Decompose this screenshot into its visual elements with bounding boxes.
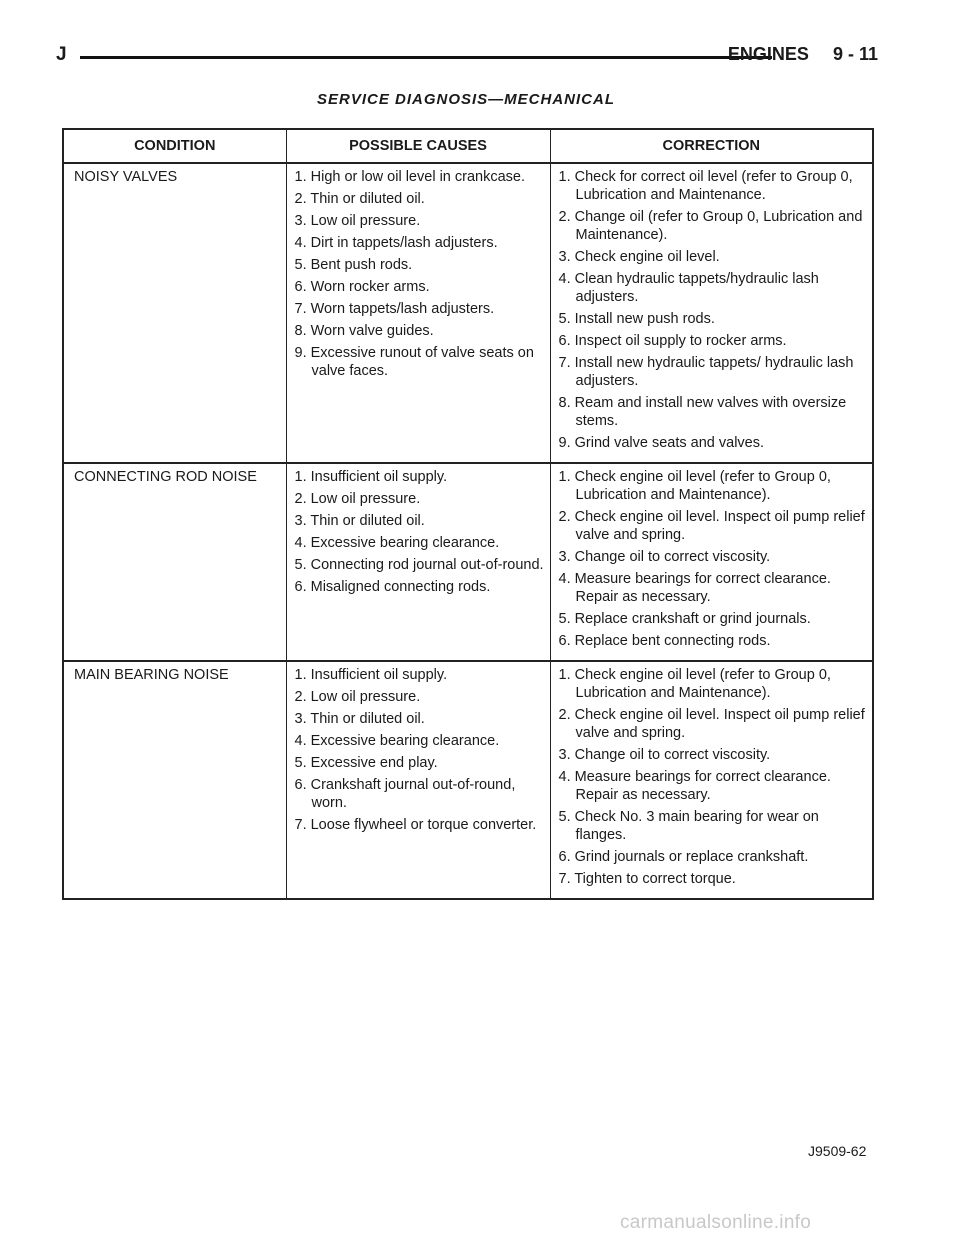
column-header-possible-causes: POSSIBLE CAUSES bbox=[286, 129, 550, 163]
correction-item: 3. Check engine oil level. bbox=[558, 249, 720, 265]
cause-item: 4. Excessive bearing clearance. bbox=[294, 535, 500, 551]
correction-item: 4. Measure bearings for correct clearance. Repair as necessary. bbox=[558, 571, 831, 605]
correction-item: 7. Tighten to correct torque. bbox=[558, 871, 736, 887]
cause-item: 8. Worn valve guides. bbox=[294, 323, 434, 339]
cause-item: 7. Worn tappets/lash adjusters. bbox=[294, 301, 495, 317]
condition-cell: CONNECTING ROD NOISE bbox=[63, 463, 286, 661]
correction-item: 6. Grind journals or replace crankshaft. bbox=[558, 849, 809, 865]
document-title: SERVICE DIAGNOSIS—MECHANICAL bbox=[316, 91, 616, 108]
cause-item: 6. Worn rocker arms. bbox=[294, 279, 430, 295]
correction-item: 6. Inspect oil supply to rocker arms. bbox=[558, 333, 787, 349]
watermark: carmanualsonline.info bbox=[620, 1212, 812, 1233]
possible-causes-cell bbox=[286, 661, 550, 899]
cause-item: 5. Bent push rods. bbox=[294, 257, 413, 273]
cause-item: 5. Excessive end play. bbox=[294, 755, 438, 771]
causes-list bbox=[287, 164, 550, 390]
correction-item: 1. Check engine oil level (refer to Group 0, Lubrication and Maintenance). bbox=[558, 469, 831, 503]
cause-item: 1. Insufficient oil supply. bbox=[294, 469, 448, 485]
page-number: 9 - 11 bbox=[832, 44, 878, 64]
cause-item: 3. Thin or diluted oil. bbox=[294, 513, 425, 529]
correction-item: 7. Install new hydraulic tappets/ hydraulic lash adjusters. bbox=[558, 355, 854, 389]
cause-item: 3. Low oil pressure. bbox=[294, 213, 421, 229]
cause-item: 6. Crankshaft journal out-of-round, worn. bbox=[294, 777, 516, 811]
corrections-list bbox=[551, 662, 873, 898]
diagnosis-table bbox=[62, 128, 874, 900]
correction-cell bbox=[550, 661, 873, 899]
table-row bbox=[63, 163, 873, 463]
possible-causes-cell bbox=[286, 463, 550, 661]
causes-list bbox=[287, 662, 550, 844]
cause-item: 9. Excessive runout of valve seats on valve faces. bbox=[294, 345, 534, 379]
possible-causes-cell bbox=[286, 163, 550, 463]
correction-item: 4. Clean hydraulic tappets/hydraulic lash adjusters. bbox=[558, 271, 819, 305]
column-header-condition: CONDITION bbox=[63, 129, 286, 163]
correction-item: 9. Grind valve seats and valves. bbox=[558, 435, 765, 451]
correction-item: 3. Change oil to correct viscosity. bbox=[558, 747, 771, 763]
table-header-row bbox=[63, 129, 873, 163]
cause-item: 3. Thin or diluted oil. bbox=[294, 711, 425, 727]
cause-item: 2. Thin or diluted oil. bbox=[294, 191, 425, 207]
cause-item: 4. Excessive bearing clearance. bbox=[294, 733, 500, 749]
cause-item: 2. Low oil pressure. bbox=[294, 689, 421, 705]
corrections-list bbox=[551, 164, 873, 462]
condition-cell: MAIN BEARING NOISE bbox=[63, 661, 286, 899]
correction-item: 1. Check engine oil level (refer to Group 0, Lubrication and Maintenance). bbox=[558, 667, 831, 701]
figure-id: J9509-62 bbox=[808, 1143, 867, 1159]
correction-item: 5. Check No. 3 main bearing for wear on flanges. bbox=[558, 809, 819, 843]
correction-item: 4. Measure bearings for correct clearance. Repair as necessary. bbox=[558, 769, 831, 803]
correction-item: 8. Ream and install new valves with oversize stems. bbox=[558, 395, 847, 429]
section-letter: J bbox=[56, 44, 67, 65]
corrections-list bbox=[551, 464, 873, 660]
table-row bbox=[63, 463, 873, 661]
cause-item: 5. Connecting rod journal out-of-round. bbox=[294, 557, 544, 573]
causes-list bbox=[287, 464, 550, 606]
correction-item: 2. Check engine oil level. Inspect oil pump relief valve and spring. bbox=[558, 509, 865, 543]
correction-item: 5. Install new push rods. bbox=[558, 311, 715, 327]
correction-item: 2. Change oil (refer to Group 0, Lubrication and Maintenance). bbox=[558, 209, 863, 243]
cause-item: 7. Loose flywheel or torque converter. bbox=[294, 817, 537, 833]
header-rule bbox=[80, 56, 772, 59]
cause-item: 1. Insufficient oil supply. bbox=[294, 667, 448, 683]
cause-item: 1. High or low oil level in crankcase. bbox=[294, 169, 525, 185]
correction-item: 3. Change oil to correct viscosity. bbox=[558, 549, 771, 565]
cause-item: 6. Misaligned connecting rods. bbox=[294, 579, 491, 595]
cause-item: 2. Low oil pressure. bbox=[294, 491, 421, 507]
section-name: ENGINES bbox=[727, 44, 809, 64]
correction-cell bbox=[550, 463, 873, 661]
correction-item: 5. Replace crankshaft or grind journals. bbox=[558, 611, 811, 627]
condition-cell: NOISY VALVES bbox=[63, 163, 286, 463]
column-header-correction: CORRECTION bbox=[550, 129, 873, 163]
correction-item: 6. Replace bent connecting rods. bbox=[558, 633, 771, 649]
cause-item: 4. Dirt in tappets/lash adjusters. bbox=[294, 235, 498, 251]
correction-cell bbox=[550, 163, 873, 463]
correction-item: 1. Check for correct oil level (refer to Group 0, Lubrication and Maintenance. bbox=[558, 169, 853, 203]
page-header bbox=[56, 42, 878, 72]
table-row bbox=[63, 661, 873, 899]
table-body bbox=[63, 163, 873, 899]
header-right bbox=[728, 44, 878, 65]
correction-item: 2. Check engine oil level. Inspect oil pump relief valve and spring. bbox=[558, 707, 865, 741]
